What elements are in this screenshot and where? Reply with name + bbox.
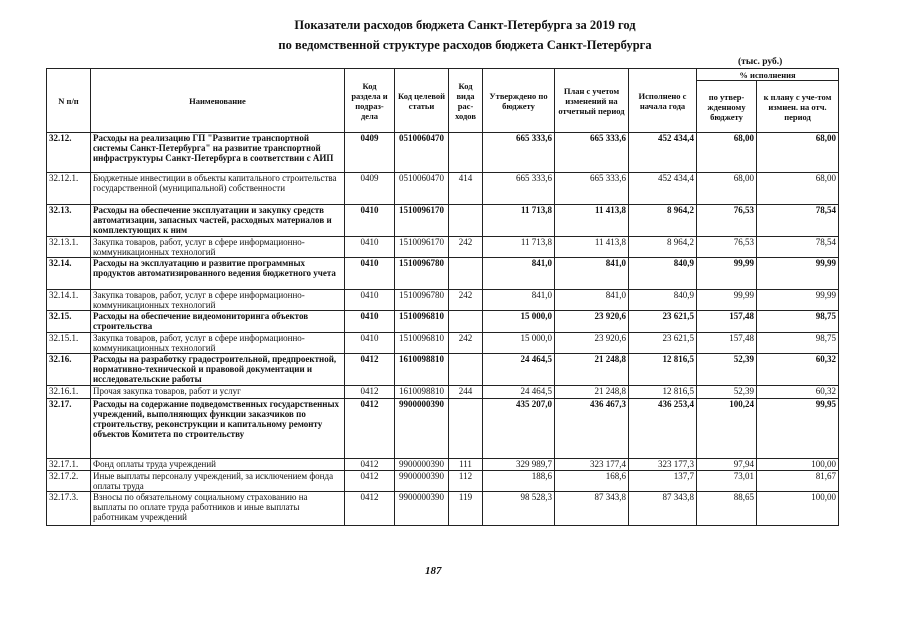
row-pct-plan: 68,00 — [757, 173, 839, 205]
row-kind-code: 119 — [449, 492, 483, 526]
row-number: 32.13.1. — [47, 237, 91, 258]
row-plan: 841,0 — [555, 290, 629, 311]
row-number: 32.15.1. — [47, 333, 91, 354]
row-pct-approved: 97,94 — [697, 459, 757, 471]
table-body — [47, 133, 839, 526]
header-section: Код раздела и подраз-дела — [345, 69, 395, 133]
table-row — [47, 333, 839, 354]
row-name: Расходы на эксплуатацию и развитие программных продуктов автоматизированного ведения бюджетного учета — [91, 258, 345, 290]
row-section-code: 0412 — [345, 471, 395, 492]
row-section-code: 0412 — [345, 459, 395, 471]
header-executed: Исполнено с начала года — [629, 69, 697, 133]
row-executed: 23 621,5 — [629, 333, 697, 354]
row-kind-code — [449, 311, 483, 333]
table-row — [47, 471, 839, 492]
row-number: 32.12. — [47, 133, 91, 173]
row-section-code: 0410 — [345, 237, 395, 258]
row-plan: 21 248,8 — [555, 386, 629, 399]
table-row — [47, 492, 839, 526]
row-approved: 665 333,6 — [483, 133, 555, 173]
row-target-code: 1610098810 — [395, 354, 449, 386]
row-name: Расходы на содержание подведомственных государственных учреждений, выполняющих функции заказчиков по строительству, реконструкции и капитальному ремонту объектов Комитета по строительству — [91, 399, 345, 459]
row-target-code: 1510096780 — [395, 290, 449, 311]
table-row — [47, 258, 839, 290]
row-approved: 98 528,3 — [483, 492, 555, 526]
row-executed: 840,9 — [629, 290, 697, 311]
row-plan: 23 920,6 — [555, 311, 629, 333]
row-pct-approved: 68,00 — [697, 173, 757, 205]
row-pct-approved: 157,48 — [697, 311, 757, 333]
row-pct-plan: 78,54 — [757, 237, 839, 258]
table-row — [47, 311, 839, 333]
row-pct-approved: 76,53 — [697, 237, 757, 258]
row-pct-plan: 100,00 — [757, 459, 839, 471]
row-number: 32.15. — [47, 311, 91, 333]
row-pct-plan: 99,99 — [757, 290, 839, 311]
table-row — [47, 354, 839, 386]
row-plan: 11 413,8 — [555, 237, 629, 258]
row-target-code: 9900000390 — [395, 459, 449, 471]
row-target-code: 9900000390 — [395, 492, 449, 526]
row-target-code: 9900000390 — [395, 399, 449, 459]
row-section-code: 0412 — [345, 399, 395, 459]
row-pct-plan: 60,32 — [757, 386, 839, 399]
header-approved: Утверждено по бюджету — [483, 69, 555, 133]
row-pct-approved: 76,53 — [697, 205, 757, 237]
row-pct-plan: 78,54 — [757, 205, 839, 237]
table-row — [47, 173, 839, 205]
row-kind-code — [449, 133, 483, 173]
table-row — [47, 205, 839, 237]
row-section-code: 0410 — [345, 290, 395, 311]
row-pct-plan: 100,00 — [757, 492, 839, 526]
budget-table — [46, 68, 839, 526]
row-pct-approved: 52,39 — [697, 354, 757, 386]
row-executed: 323 177,3 — [629, 459, 697, 471]
row-approved: 188,6 — [483, 471, 555, 492]
row-pct-approved: 52,39 — [697, 386, 757, 399]
row-approved: 665 333,6 — [483, 173, 555, 205]
row-pct-approved: 73,01 — [697, 471, 757, 492]
row-executed: 137,7 — [629, 471, 697, 492]
row-section-code: 0409 — [345, 173, 395, 205]
row-plan: 23 920,6 — [555, 333, 629, 354]
row-kind-code: 111 — [449, 459, 483, 471]
row-kind-code: 414 — [449, 173, 483, 205]
row-approved: 841,0 — [483, 290, 555, 311]
row-number: 32.17. — [47, 399, 91, 459]
row-target-code: 1510096170 — [395, 237, 449, 258]
row-executed: 23 621,5 — [629, 311, 697, 333]
header-plan: План с учетом изменений на отчетный период — [555, 69, 629, 133]
header-pct-approved: по утвер-жденному бюджету — [697, 81, 757, 133]
row-pct-approved: 100,24 — [697, 399, 757, 459]
row-number: 32.16.1. — [47, 386, 91, 399]
row-plan: 665 333,6 — [555, 133, 629, 173]
row-pct-plan: 98,75 — [757, 333, 839, 354]
row-target-code: 1510096810 — [395, 333, 449, 354]
row-number: 32.12.1. — [47, 173, 91, 205]
row-number: 32.14. — [47, 258, 91, 290]
row-kind-code — [449, 205, 483, 237]
table-row — [47, 237, 839, 258]
header-target: Код целевой статьи — [395, 69, 449, 133]
row-kind-code — [449, 258, 483, 290]
row-target-code: 0510060470 — [395, 173, 449, 205]
row-name: Расходы на обеспечение эксплуатации и закупку средств автоматизации, запасных частей, расходных материалов и комплектующих к ним — [91, 205, 345, 237]
row-name: Фонд оплаты труда учреждений — [91, 459, 345, 471]
header-pct-group: % исполнения — [697, 69, 839, 81]
table-row — [47, 133, 839, 173]
row-approved: 24 464,5 — [483, 354, 555, 386]
row-plan: 841,0 — [555, 258, 629, 290]
row-plan: 323 177,4 — [555, 459, 629, 471]
row-executed: 452 434,4 — [629, 133, 697, 173]
row-pct-plan: 99,95 — [757, 399, 839, 459]
row-approved: 11 713,8 — [483, 237, 555, 258]
row-target-code: 0510060470 — [395, 133, 449, 173]
row-section-code: 0409 — [345, 133, 395, 173]
row-pct-approved: 157,48 — [697, 333, 757, 354]
row-name: Взносы по обязательному социальному страхованию на выплаты по оплате труда работников и иные выплаты работникам учреждений — [91, 492, 345, 526]
header-pct-plan: к плану с уче-том измнен. на отч. период — [757, 81, 839, 133]
row-approved: 11 713,8 — [483, 205, 555, 237]
row-target-code: 1510096780 — [395, 258, 449, 290]
row-approved: 329 989,7 — [483, 459, 555, 471]
row-number: 32.17.3. — [47, 492, 91, 526]
header-kind: Код вида рас-ходов — [449, 69, 483, 133]
page-number: 187 — [425, 565, 442, 577]
row-section-code: 0410 — [345, 205, 395, 237]
row-section-code: 0410 — [345, 311, 395, 333]
row-target-code: 9900000390 — [395, 471, 449, 492]
row-pct-plan: 98,75 — [757, 311, 839, 333]
row-target-code: 1610098810 — [395, 386, 449, 399]
row-approved: 15 000,0 — [483, 333, 555, 354]
table-row — [47, 459, 839, 471]
document-title: Показатели расходов бюджета Санкт-Петербурга за 2019 год — [294, 18, 636, 32]
header-name: Наименование — [91, 69, 345, 133]
row-pct-plan: 81,67 — [757, 471, 839, 492]
row-executed: 87 343,8 — [629, 492, 697, 526]
row-plan: 665 333,6 — [555, 173, 629, 205]
row-approved: 15 000,0 — [483, 311, 555, 333]
row-number: 32.17.1. — [47, 459, 91, 471]
row-executed: 8 964,2 — [629, 205, 697, 237]
row-executed: 12 816,5 — [629, 386, 697, 399]
row-number: 32.14.1. — [47, 290, 91, 311]
units-label: (тыс. руб.) — [738, 57, 783, 67]
row-target-code: 1510096810 — [395, 311, 449, 333]
table-row — [47, 386, 839, 399]
row-name: Закупка товаров, работ, услуг в сфере информационно-коммуникационных технологий — [91, 333, 345, 354]
row-plan: 21 248,8 — [555, 354, 629, 386]
document-subtitle: по ведомственной структуре расходов бюджета Санкт-Петербурга — [278, 38, 652, 52]
row-kind-code — [449, 354, 483, 386]
row-name: Прочая закупка товаров, работ и услуг — [91, 386, 345, 399]
table-row — [47, 290, 839, 311]
row-section-code: 0412 — [345, 354, 395, 386]
row-executed: 436 253,4 — [629, 399, 697, 459]
row-name: Иные выплаты персоналу учреждений, за исключением фонда оплаты труда — [91, 471, 345, 492]
row-pct-approved: 99,99 — [697, 258, 757, 290]
row-approved: 841,0 — [483, 258, 555, 290]
row-number: 32.17.2. — [47, 471, 91, 492]
row-name: Расходы на реализацию ГП "Развитие транспортной системы Санкт-Петербурга" на развитие транспортной инфраструктуры Санкт-Петербурга в соответствии с АИП — [91, 133, 345, 173]
row-section-code: 0410 — [345, 258, 395, 290]
row-kind-code: 242 — [449, 237, 483, 258]
row-kind-code: 244 — [449, 386, 483, 399]
row-name: Бюджетные инвестиции в объекты капитального строительства государственной (муниципальной) собственности — [91, 173, 345, 205]
row-number: 32.16. — [47, 354, 91, 386]
row-name: Расходы на обеспечение видеомониторинга объектов строительства — [91, 311, 345, 333]
row-name: Закупка товаров, работ, услуг в сфере информационно-коммуникационных технологий — [91, 237, 345, 258]
row-executed: 840,9 — [629, 258, 697, 290]
row-executed: 452 434,4 — [629, 173, 697, 205]
row-pct-approved: 99,99 — [697, 290, 757, 311]
row-plan: 87 343,8 — [555, 492, 629, 526]
row-executed: 12 816,5 — [629, 354, 697, 386]
row-name: Расходы на разработку градостроительной, предпроектной, нормативно-технической и правовой документации и исследовательские работы — [91, 354, 345, 386]
row-plan: 11 413,8 — [555, 205, 629, 237]
row-kind-code — [449, 399, 483, 459]
row-approved: 24 464,5 — [483, 386, 555, 399]
row-target-code: 1510096170 — [395, 205, 449, 237]
row-pct-approved: 68,00 — [697, 133, 757, 173]
row-kind-code: 112 — [449, 471, 483, 492]
row-pct-plan: 99,99 — [757, 258, 839, 290]
row-plan: 168,6 — [555, 471, 629, 492]
row-approved: 435 207,0 — [483, 399, 555, 459]
row-number: 32.13. — [47, 205, 91, 237]
row-pct-plan: 60,32 — [757, 354, 839, 386]
row-pct-approved: 88,65 — [697, 492, 757, 526]
row-executed: 8 964,2 — [629, 237, 697, 258]
row-pct-plan: 68,00 — [757, 133, 839, 173]
row-kind-code: 242 — [449, 290, 483, 311]
row-plan: 436 467,3 — [555, 399, 629, 459]
header-num: N п/п — [47, 69, 91, 133]
row-name: Закупка товаров, работ, услуг в сфере информационно-коммуникационных технологий — [91, 290, 345, 311]
row-kind-code: 242 — [449, 333, 483, 354]
row-section-code: 0412 — [345, 492, 395, 526]
row-section-code: 0412 — [345, 386, 395, 399]
table-row — [47, 399, 839, 459]
row-section-code: 0410 — [345, 333, 395, 354]
